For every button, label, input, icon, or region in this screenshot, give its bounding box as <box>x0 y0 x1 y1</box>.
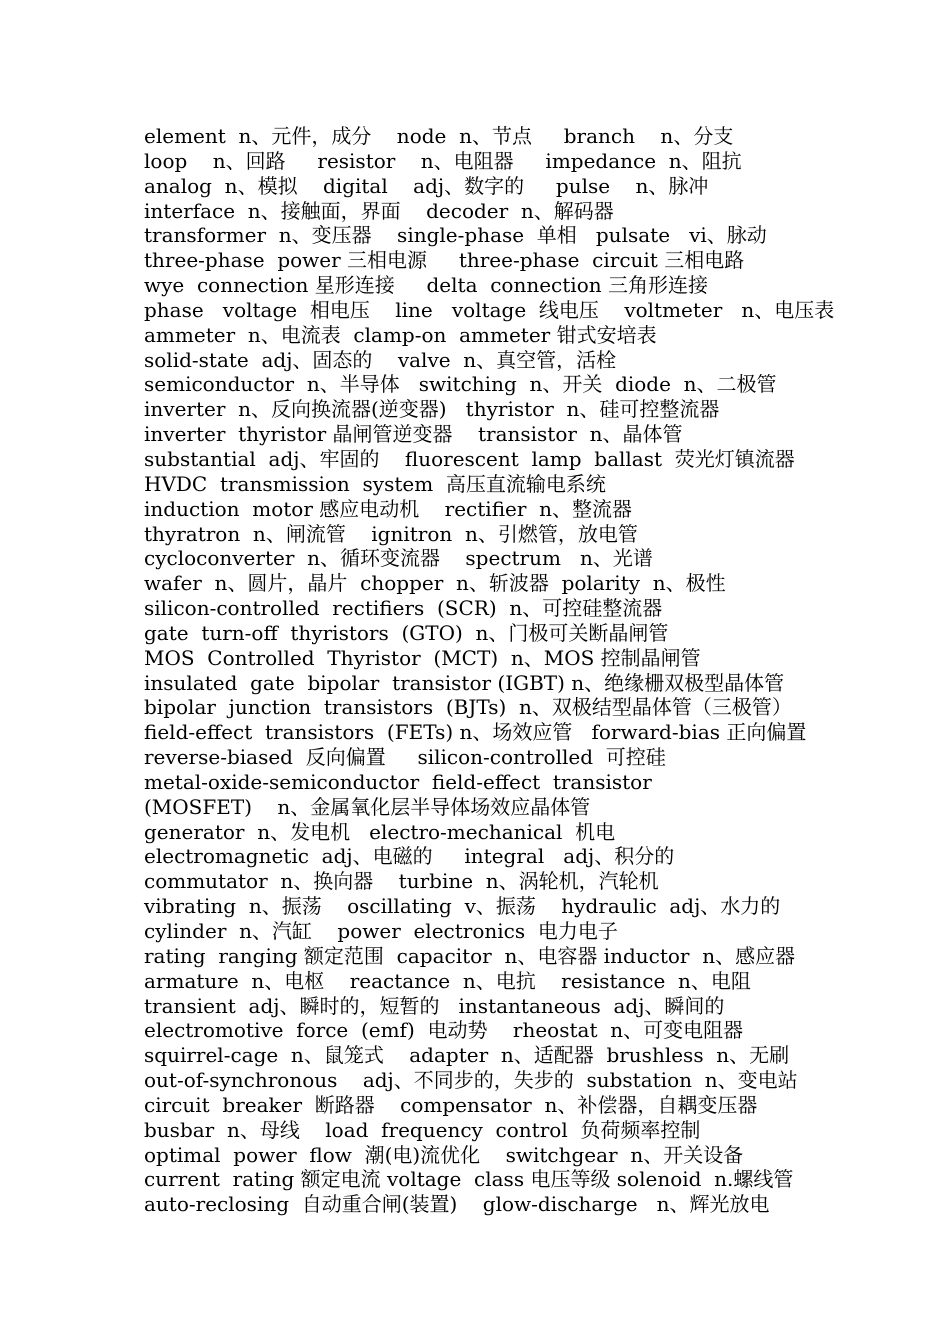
vocab-line: vibrating n、振荡 oscillating v、振荡 hydraulic adj、水力的 <box>144 894 781 919</box>
vocab-line: circuit breaker 断路器 compensator n、补偿器，自耦变压器 <box>144 1092 758 1117</box>
vocab-line: ammeter n、电流表 clamp-on ammeter 钳式安培表 <box>144 322 657 347</box>
vocab-line: three-phase power 三相电源 three-phase circuit 三相电路 <box>144 248 745 273</box>
vocab-line: transient adj、瞬时的，短暂的 instantaneous adj、瞬间的 <box>144 993 725 1018</box>
vocab-line: substantial adj、牢固的 fluorescent lamp ballast 荧光灯镇流器 <box>144 446 795 471</box>
vocab-line: rating ranging 额定范围 capacitor n、电容器 inductor n、感应器 <box>144 943 796 968</box>
vocab-line: busbar n、母线 load frequency control 负荷频率控制 <box>144 1117 701 1142</box>
vocab-line: field-effect transistors (FETs) n、场效应管 forward-bias 正向偏置 <box>144 720 807 745</box>
vocab-line: HVDC transmission system 高压直流输电系统 <box>144 471 606 496</box>
vocab-line: inverter n、反向换流器(逆变器) thyristor n、硅可控整流器 <box>144 397 720 422</box>
vocab-line: current rating 额定电流 voltage class 电压等级 solenoid n.螺线管 <box>144 1167 794 1192</box>
vocab-line: element n、元件，成分 node n、节点 branch n、分支 <box>144 124 734 148</box>
vocab-line: MOS Controlled Thyristor (MCT) n、MOS 控制晶闸管 <box>144 645 701 670</box>
vocab-line: commutator n、换向器 turbine n、涡轮机，汽轮机 <box>144 869 659 894</box>
vocab-line: cylinder n、汽缸 power electronics 电力电子 <box>144 919 618 943</box>
vocab-line: insulated gate bipolar transistor (IGBT) n、绝缘栅双极型晶体管 <box>144 670 785 695</box>
vocab-line: analog n、模拟 digital adj、数字的 pulse n、脉冲 <box>144 173 709 198</box>
vocab-line: solid-state adj、固态的 valve n、真空管，活栓 <box>144 347 617 372</box>
vocab-line: electromagnetic adj、电磁的 integral adj、积分的 <box>144 844 675 869</box>
vocabulary-list <box>144 124 835 1217</box>
vocab-line: auto-reclosing 自动重合闸(装置) glow-discharge n、辉光放电 <box>144 1192 770 1217</box>
vocab-line: out-of-synchronous adj、不同步的，失步的 substation n、变电站 <box>144 1068 798 1093</box>
vocab-line: armature n、电枢 reactance n、电抗 resistance n、电阻 <box>144 968 751 993</box>
vocab-line: inverter thyristor 晶闸管逆变器 transistor n、晶体管 <box>144 422 683 447</box>
vocab-line: squirrel-cage n、鼠笼式 adapter n、适配器 brushless n、无刷 <box>144 1043 790 1068</box>
vocab-line: (MOSFET) n、金属氧化层半导体场效应晶体管 <box>144 794 591 819</box>
vocab-line: cycloconverter n、循环变流器 spectrum n、光谱 <box>144 546 653 571</box>
vocab-line: metal-oxide-semiconductor field-effect transistor <box>144 769 652 794</box>
vocab-line: wafer n、圆片，晶片 chopper n、斩波器 polarity n、极性 <box>144 571 726 596</box>
vocab-line: induction motor 感应电动机 rectifier n、整流器 <box>144 496 633 521</box>
vocab-line: optimal power flow 潮(电)流优化 switchgear n、开关设备 <box>144 1142 744 1167</box>
vocab-line: interface n、接触面，界面 decoder n、解码器 <box>144 198 614 223</box>
vocab-line: electromotive force (emf) 电动势 rheostat n、可变电阻器 <box>144 1018 744 1043</box>
vocab-line: loop n、回路 resistor n、电阻器 impedance n、阻抗 <box>144 148 742 173</box>
vocab-line: thyratron n、闸流管 ignitron n、引燃管，放电管 <box>144 521 638 546</box>
vocab-line: transformer n、变压器 single-phase 单相 pulsate vi、脉动 <box>144 223 767 248</box>
vocab-line: bipolar junction transistors (BJTs) n、双极结型晶体管（三极管） <box>144 695 792 720</box>
vocab-line: generator n、发电机 electro-mechanical 机电 <box>144 819 616 844</box>
vocab-line: phase voltage 相电压 line voltage 线电压 voltmeter n、电压表 <box>144 297 835 322</box>
vocab-line: semiconductor n、半导体 switching n、开关 diode n、二极管 <box>144 372 777 397</box>
vocab-line: silicon-controlled rectifiers (SCR) n、可控硅整流器 <box>144 596 663 621</box>
vocab-line: wye connection 星形连接 delta connection 三角形连接 <box>144 273 708 298</box>
vocab-line: reverse-biased 反向偏置 silicon-controlled 可控硅 <box>144 745 666 770</box>
vocab-line: gate turn-off thyristors (GTO) n、门极可关断晶闸管 <box>144 620 669 645</box>
